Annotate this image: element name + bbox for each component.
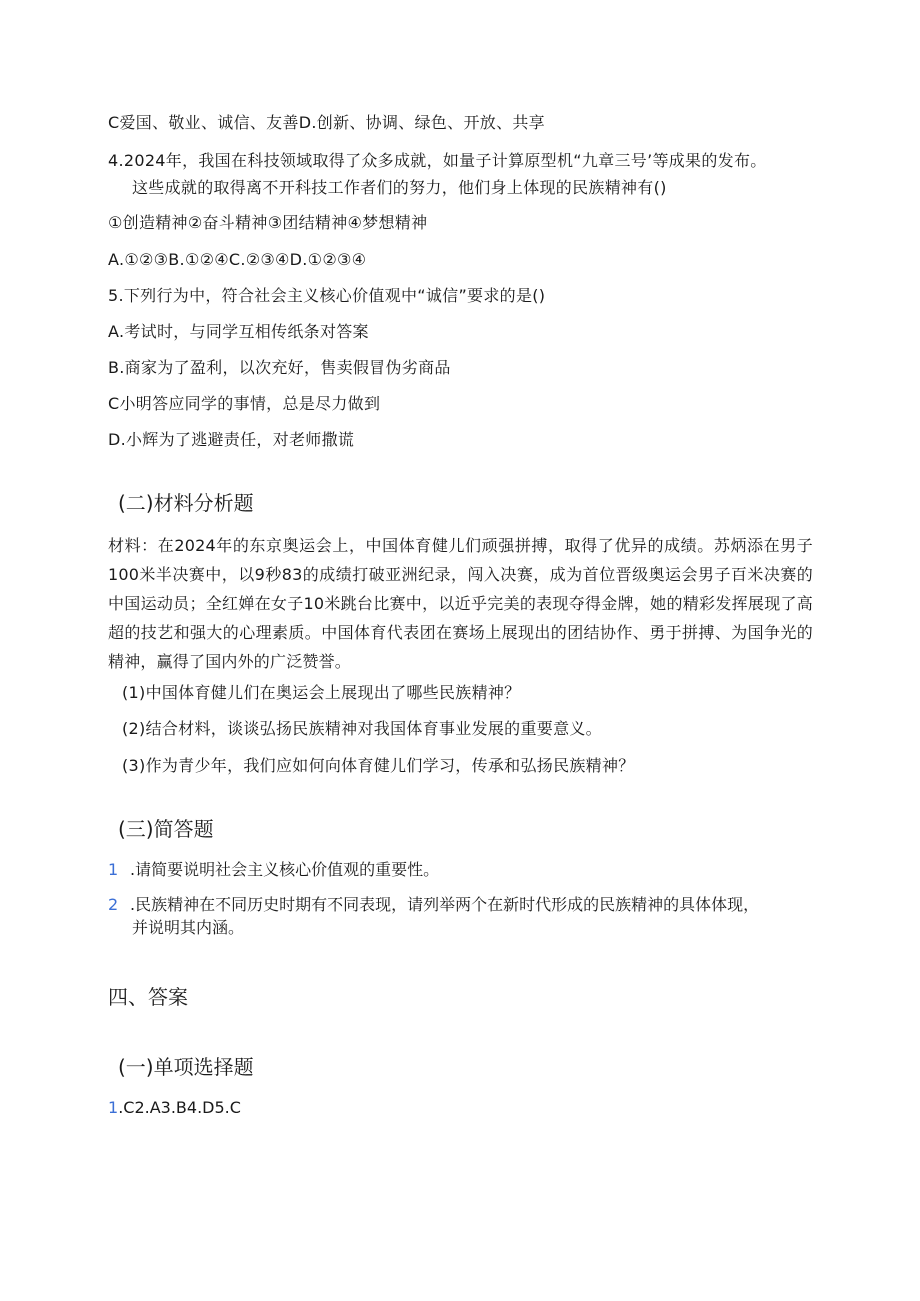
- section3-heading: (三)简答题: [118, 817, 214, 841]
- list-item: [108, 858, 439, 882]
- list-item-text-continued: 并说明其内涵。: [132, 918, 245, 937]
- q5-option-d: D.小辉为了逃避责任，对老师撒谎: [108, 430, 355, 449]
- list-number: 2: [108, 895, 119, 914]
- section4-sub-heading: (一)单项选择题: [118, 1055, 254, 1079]
- section2-question-1: (1)中国体育健儿们在奥运会上展现出了哪些民族精神？: [122, 683, 521, 702]
- list-item-text: .民族精神在不同历史时期有不同表现，请列举两个在新时代形成的民族精神的具体体现，: [130, 895, 760, 914]
- answer-number: 1: [108, 1098, 119, 1117]
- q5-option-c: C小明答应同学的事情，总是尽力做到: [108, 394, 381, 413]
- q5-option-a: A.考试时，与同学互相传纸条对答案: [108, 322, 369, 341]
- section2-question-2: (2)结合材料，谈谈弘扬民族精神对我国体育事业发展的重要意义。: [122, 719, 602, 738]
- q4-options: A.①②③B.①②④C.②③④D.①②③④: [108, 250, 367, 269]
- q5-stem: 5.下列行为中，符合社会主义核心价值观中“诚信”要求的是(): [108, 286, 546, 305]
- section4-heading: 四、答案: [108, 985, 188, 1009]
- q5-option-b: B.商家为了盈利，以次充好，售卖假冒伪劣商品: [108, 358, 451, 377]
- q4-stem-line1: 4.2024年，我国在科技领域取得了众多成就，如量子计算原型机“九章三号’等成果的发布。: [108, 151, 767, 170]
- section2-question-3: (3)作为青少年，我们应如何向体育健儿们学习，传承和弘扬民族精神？: [122, 756, 635, 775]
- q4-stem-line2: 这些成就的取得离不开科技工作者们的努力，他们身上体现的民族精神有(): [132, 178, 667, 197]
- q3-options-cd: C爱国、敬业、诚信、友善D.创新、协调、绿色、开放、共享: [108, 113, 545, 132]
- list-item-text: .请简要说明社会主义核心价值观的重要性。: [130, 860, 440, 879]
- list-item: [108, 893, 759, 917]
- section2-heading: (二)材料分析题: [118, 491, 254, 515]
- list-number: 1: [108, 860, 119, 879]
- answer-line: [108, 1096, 241, 1120]
- q4-items: ①创造精神②奋斗精神③团结精神④梦想精神: [108, 213, 428, 232]
- section2-material: 材料：在2024年的东京奥运会上，中国体育健儿们顽强拼搏，取得了优异的成绩。苏炳添在男子100米半决赛中，以9秒83的成绩打破亚洲纪录，闯入决赛，成为首位晋级奥运会男子百米决赛的中国运动员；全红婵在女子10米跳台比赛中，以近乎完美的表现夺得金牌，她的精彩发挥展现了高超的技艺和强大的心理素质。中国体育代表团在赛场上展现出的团结协作、勇于拼搏、为国争光的精神，赢得了国内外的广泛赞誉。: [108, 536, 813, 671]
- answer-text: .C2.A3.B4.D5.C: [118, 1098, 241, 1117]
